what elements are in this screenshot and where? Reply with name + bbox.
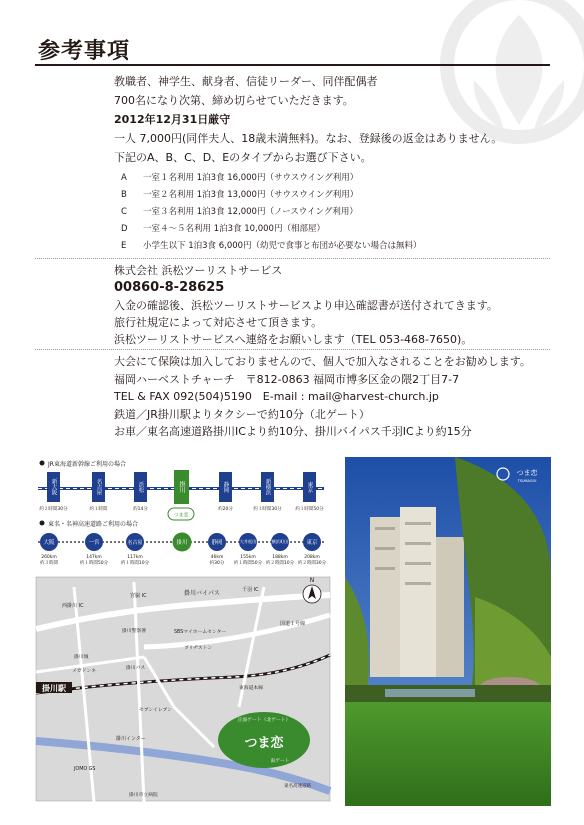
bullet-icon (40, 521, 45, 526)
station-name: 名古屋 (95, 478, 102, 496)
row-value: 浜松ツーリストサービスへ連絡をお願いします（TEL 053-468-7650)。 (114, 333, 473, 346)
rail-heading: JR東海道新幹線ご利用の場合 (48, 461, 126, 468)
stop-distance: 147km (86, 555, 102, 560)
road-heading: 東名・名神高速道路ご利用の場合 (48, 521, 139, 528)
rail-station-shin-osaka (39, 472, 68, 512)
stop-name: 大井松田 (239, 539, 257, 544)
map-label-seven: セブンイレブン (139, 708, 172, 713)
north-label: N (309, 577, 315, 584)
map-label-miyanoshita-ic: 宮脇 IC (130, 593, 147, 599)
south-gate-label: 南ゲート (270, 759, 290, 764)
stop-distance: 155km (240, 555, 256, 560)
venue-photo-image (345, 457, 551, 806)
rail-station-shin-yokohama (253, 472, 282, 512)
station-name: 浜松 (137, 481, 144, 493)
stop-distance: 46km (210, 555, 224, 560)
station-time: 約１時間30分 (253, 507, 282, 512)
row-value: TEL & FAX 092(504)5190 E-mail : mail@harvest-church.jp (114, 390, 439, 403)
map-label-tomei: 東名高速道路 (284, 784, 311, 789)
access-map-panel (34, 457, 334, 807)
station-name: 静岡 (222, 481, 229, 493)
stop-name: 名古屋 (127, 540, 143, 546)
road-stop-osaka (40, 533, 58, 566)
street-map (36, 577, 330, 802)
station-name: 掛川 (178, 481, 185, 493)
row-value: 教職者、神学生、献身者、信徒リーダー、同伴配偶者 (114, 75, 378, 88)
rail-station-tokyo (295, 472, 324, 512)
stop-name: 静岡 (211, 540, 223, 546)
road-stop-shizuoka (208, 533, 226, 566)
row-value: 福岡ハーベストチャーチ 〒812-0863 福岡市博多区金の隈2丁目7-7 (114, 373, 460, 386)
station-name: 東京 (306, 481, 313, 493)
map-label-senba-ic: 千羽 IC (242, 587, 259, 593)
row-value: 一人 7,000円(同伴夫人、18歳未満無料)。なお、登録後の返金はありません。 (114, 132, 503, 145)
row-value: 下記のA、B、C、D、Eのタイプからお選び下さい。 (114, 151, 372, 164)
rail-station-kakegawa (168, 470, 194, 520)
stop-name: 東京 (306, 540, 318, 546)
stop-name: 横浜町田 (271, 539, 289, 544)
map-label-sbs: SBSマイホームセンター (174, 630, 227, 635)
photo-logo-text: つま恋 (516, 469, 538, 477)
stop-distance: 117km (127, 555, 143, 560)
road-stop-ichinomiya (80, 533, 109, 566)
page-title: 参考事項 (38, 39, 131, 64)
stop-time: 約２時間30分 (297, 561, 327, 566)
stop-time: 約２時間10分 (265, 561, 295, 566)
stop-time: 約１時間50分 (79, 561, 109, 566)
bullet-icon (40, 461, 45, 466)
kakegawa-station-label: 掛川駅 (42, 684, 66, 693)
divider (35, 349, 550, 350)
row-value: 入金の確認後、浜松ツーリストサービスより申込確認書が送付されてきます。 (114, 299, 498, 312)
stop-name: 掛川 (176, 540, 188, 546)
road-stop-kakegawa (173, 533, 192, 552)
stop-time: 約30分 (209, 561, 225, 566)
stop-name: 一宮 (88, 540, 100, 546)
map-label-bus: 掛川バス (126, 666, 146, 671)
station-time: 約１時間 (89, 507, 108, 512)
road-stop-nagoya (121, 533, 150, 566)
tsumagoi-logo-text: つま恋 (173, 512, 189, 519)
north-gate-label: 正面ゲート（北ゲート） (237, 718, 291, 723)
row-value: 2012年12月31日厳守 (114, 113, 231, 126)
row-value: 旅行社規定によって対応させて頂きます。 (114, 316, 323, 329)
map-label-hospital: 掛川市立病院 (129, 793, 158, 798)
map-label-megadon: メガドンキ (72, 669, 96, 674)
station-name: 新大阪 (50, 478, 57, 496)
title-rule (35, 64, 550, 66)
map-label-jomo: JOMO GS (74, 767, 96, 772)
rail-station-hamamatsu (133, 472, 148, 512)
rail-station-nagoya (90, 472, 108, 512)
road-stop-yokohama-machida (266, 533, 295, 566)
station-time: 約20分 (218, 507, 233, 512)
road-stop-tokyo (298, 533, 327, 566)
station-time: 約14分 (133, 507, 148, 512)
map-label-police: 掛川警察署 (122, 629, 146, 634)
stop-distance: 208km (304, 555, 320, 560)
station-name: 新横浜 (264, 478, 271, 496)
station-time: 約１時間50分 (295, 507, 324, 512)
stop-time: 約１時間10分 (120, 561, 150, 566)
row-value: 鉄道／JR掛川駅よりタクシーで約10分（北ゲート） (114, 408, 370, 421)
access-map (34, 457, 334, 807)
station-time: 約２時間30分 (39, 507, 68, 512)
photo-logo-sub: TSUMAGOI (517, 479, 537, 483)
road-stop-oi-matsuda (234, 533, 263, 566)
map-label-bridgestone: ブリヂストン (184, 646, 213, 651)
map-label-nishikakegawa-ic: 西掛川 IC (62, 603, 84, 609)
map-label-tokaido: 東海道本線 (239, 686, 263, 691)
map-label-kakegawa-ic: 掛川インター (116, 736, 146, 742)
divider (35, 258, 550, 259)
tsumagoi-label: つま恋 (244, 736, 284, 751)
map-label-bypass: 掛川バイパス (184, 590, 220, 597)
row-value: 株式会社 浜松ツーリストサービス (114, 264, 283, 277)
stop-time: 約１時間50分 (233, 561, 263, 566)
map-label-route1: 国道１号線 (280, 621, 306, 627)
row-value: 700名になり次第、締め切らせていただきます。 (114, 94, 354, 107)
row-value: 大会にて保険は加入しておりませんので、個人で加入なされることをお勧めします。 (114, 355, 531, 368)
stop-name: 大阪 (43, 540, 55, 546)
row-value: お車／東名高速道路掛川ICより約10分、掛川バイパス千羽ICより約15分 (114, 425, 472, 438)
venue-photo (345, 457, 551, 806)
row-value: 00860-8-28625 (114, 280, 225, 295)
stop-distance: 260km (41, 555, 57, 560)
stop-time: 約３時間 (40, 561, 58, 566)
map-label-castle: 掛川城 (74, 655, 89, 660)
stop-distance: 188km (272, 555, 288, 560)
rail-station-shizuoka (218, 472, 233, 512)
